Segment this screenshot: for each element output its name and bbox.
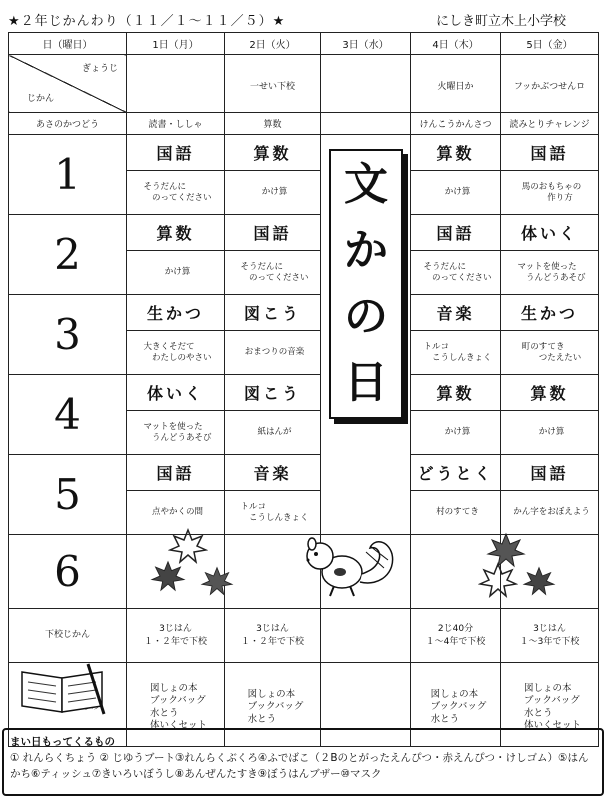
note-cell <box>501 491 599 535</box>
morning-activity-cell: けんこうかんさつ <box>411 113 501 135</box>
event-cell: フッかぶつせんロ <box>501 55 599 113</box>
period-number: 2 <box>9 215 127 295</box>
day-header-row <box>9 33 599 55</box>
note-cell <box>501 411 599 455</box>
day-header: 5日（金） <box>501 33 599 55</box>
morning-activity-cell: 読書・ししゃ <box>127 113 225 135</box>
lesson-note: トルコ こうしんきょく <box>240 501 309 523</box>
lesson-note: かけ算 <box>538 427 565 438</box>
subject: 算数 <box>436 144 475 163</box>
period-3-subject-row <box>9 295 599 331</box>
note-cell <box>411 331 501 375</box>
lesson-note: マットを使った うんどうあそび <box>143 421 212 443</box>
subject: 図こう <box>243 384 301 403</box>
subject-cell <box>225 455 321 491</box>
culture-day-char: 文 <box>344 159 388 210</box>
period-2-subject-row <box>9 215 599 251</box>
maple-leaf-icon <box>200 566 234 596</box>
dismissal-row <box>9 609 599 663</box>
subject: 国語 <box>530 464 569 483</box>
subject-cell <box>127 375 225 411</box>
event-row <box>9 55 599 113</box>
page-title: ★２年じかんわり（１１／１～１１／５）★ <box>8 14 286 29</box>
subject-cell <box>501 135 599 171</box>
daily-items-list: ① れんらくちょう ② じゆうブート③れんらくぶくろ④ふでばこ（２Bのとがったえんぴつ・赤えんぴつ・けしゴム）⑤はんかち⑥ティッシュ⑦きいろいぼうし⑧あんぜんたすき⑨ぼうはんブザー⑩マスク <box>10 752 589 780</box>
subject-cell <box>501 455 599 491</box>
period-number: 6 <box>9 535 127 609</box>
lesson-note: そうだんに のってください <box>240 261 309 283</box>
subject-cell <box>127 135 225 171</box>
squirrel-illustration <box>300 532 420 602</box>
lesson-note: かけ算 <box>444 427 471 438</box>
dismissal-time: 3じはん １・２年で下校 <box>143 624 207 647</box>
subject-cell <box>501 215 599 251</box>
note-cell <box>225 171 321 215</box>
period-number: 4 <box>9 375 127 455</box>
subject: 音楽 <box>253 464 292 483</box>
note-cell <box>225 331 321 375</box>
subject: 音楽 <box>436 304 475 323</box>
note-cell <box>411 251 501 295</box>
note-cell <box>225 491 321 535</box>
culture-day-cell <box>321 135 411 535</box>
period-number: 3 <box>9 295 127 375</box>
day-header: 3日（水） <box>321 33 411 55</box>
subject: 体いく <box>520 224 578 243</box>
subject: 図こう <box>243 304 301 323</box>
period-5-subject-row <box>9 455 599 491</box>
dismissal-label: 下校じかん <box>9 609 127 663</box>
subject-cell <box>225 215 321 251</box>
belongings-list: 図しょの本 ブックバッグ 水とう 体いくセット <box>149 682 207 731</box>
subject-cell <box>225 375 321 411</box>
dismissal-cell <box>501 609 599 663</box>
day-header: 2日（火） <box>225 33 321 55</box>
event-time-corner <box>9 55 127 113</box>
event-cell: 一せい下校 <box>225 55 321 113</box>
note-cell <box>225 411 321 455</box>
belongings-list: 図しょの本 ブックバッグ 水とう <box>247 688 304 725</box>
note-cell <box>501 171 599 215</box>
lesson-note: かけ算 <box>444 187 471 198</box>
lesson-note: 紙はんが <box>257 427 292 438</box>
note-cell <box>127 251 225 295</box>
subject: 国語 <box>530 144 569 163</box>
lesson-note: そうだんに のってください <box>143 181 212 203</box>
morning-activity-row <box>9 113 599 135</box>
lesson-note: 大きくそだて わたしのやさい <box>143 341 212 363</box>
corner-label: 日（曜日） <box>9 33 127 55</box>
subject-cell <box>225 135 321 171</box>
morning-activity-cell <box>321 113 411 135</box>
subject: 算数 <box>436 384 475 403</box>
dismissal-time: 2じ40分 １～4年で下校 <box>425 624 486 647</box>
subject-cell <box>501 295 599 331</box>
subject-cell <box>411 375 501 411</box>
period-number: 1 <box>9 135 127 215</box>
subject-cell <box>411 295 501 331</box>
subject-cell <box>127 215 225 251</box>
dismissal-cell <box>225 609 321 663</box>
morning-activity-label: あさのかつどう <box>9 113 127 135</box>
school-name: にしき町立木上小学校 <box>435 14 566 29</box>
subject: 国語 <box>156 144 195 163</box>
lesson-note: かん字をおぼえよう <box>513 507 590 518</box>
subject: 国語 <box>436 224 475 243</box>
subject: 算数 <box>253 144 292 163</box>
note-cell <box>501 251 599 295</box>
note-cell <box>411 411 501 455</box>
time-label: じかん <box>27 94 55 104</box>
lesson-note: かけ算 <box>164 267 191 278</box>
subject: どうとく <box>417 464 494 483</box>
event-label: ぎょうじ <box>81 64 118 74</box>
event-cell <box>127 55 225 113</box>
culture-day-char: 日 <box>344 357 388 408</box>
lesson-note: おまつりの音楽 <box>244 347 305 358</box>
book-illustration <box>18 662 108 716</box>
note-cell <box>127 411 225 455</box>
event-cell: 火曜日か <box>411 55 501 113</box>
daily-items-box <box>2 728 604 796</box>
lesson-note: 馬のおもちゃの 作り方 <box>521 181 582 203</box>
subject: 算数 <box>156 224 195 243</box>
lesson-note: 村のすてき <box>436 507 479 518</box>
subject-cell <box>501 375 599 411</box>
lesson-note: 町のすてき つたえたい <box>521 341 582 363</box>
subject: 体いく <box>146 384 204 403</box>
lesson-note: 点やかくの間 <box>151 507 203 518</box>
dismissal-cell <box>411 609 501 663</box>
subject: 算数 <box>530 384 569 403</box>
event-cell <box>321 55 411 113</box>
day-header: 1日（月） <box>127 33 225 55</box>
morning-activity-cell: 算数 <box>225 113 321 135</box>
subject: 生かつ <box>146 304 204 323</box>
lesson-note: かけ算 <box>261 187 288 198</box>
subject-cell <box>411 135 501 171</box>
period-4-subject-row <box>9 375 599 411</box>
note-cell <box>501 331 599 375</box>
lesson-note: トルコ こうしんきょく <box>423 341 492 363</box>
culture-day-banner <box>329 149 403 419</box>
daily-items-label: まい日もってくるもの <box>10 736 115 748</box>
note-cell <box>127 331 225 375</box>
note-cell <box>225 251 321 295</box>
belongings-list: 図しょの本 ブックバッグ 水とう <box>430 688 487 725</box>
subject-cell <box>127 295 225 331</box>
note-cell <box>411 491 501 535</box>
subject: 生かつ <box>520 304 578 323</box>
dismissal-time: 3じはん １～3年で下校 <box>519 624 580 647</box>
culture-day-char: か <box>344 225 388 276</box>
dismissal-cell <box>321 609 411 663</box>
lesson-note: そうだんに のってください <box>423 261 492 283</box>
subject: 国語 <box>156 464 195 483</box>
note-cell <box>411 171 501 215</box>
dismissal-time: 3じはん １・２年で下校 <box>240 624 304 647</box>
maple-leaf-icon <box>478 562 518 598</box>
culture-day-char: の <box>344 291 388 342</box>
maple-leaf-icon <box>168 528 208 564</box>
subject-cell <box>225 295 321 331</box>
page-header <box>8 8 598 30</box>
timetable <box>8 32 599 747</box>
period-number: 5 <box>9 455 127 535</box>
subject-cell <box>411 455 501 491</box>
belongings-list: 図しょの本 ブックバッグ 水とう 体いくセット <box>523 682 581 731</box>
subject-cell <box>127 455 225 491</box>
lesson-note: マットを使った うんどうあそび <box>517 261 586 283</box>
morning-activity-cell: 読みとりチャレンジ <box>501 113 599 135</box>
dismissal-cell <box>127 609 225 663</box>
day-header: 4日（木） <box>411 33 501 55</box>
maple-leaf-icon <box>522 566 556 596</box>
subject: 国語 <box>253 224 292 243</box>
subject-cell <box>411 215 501 251</box>
period-1-subject-row <box>9 135 599 171</box>
maple-leaf-icon <box>150 560 186 592</box>
note-cell <box>127 171 225 215</box>
